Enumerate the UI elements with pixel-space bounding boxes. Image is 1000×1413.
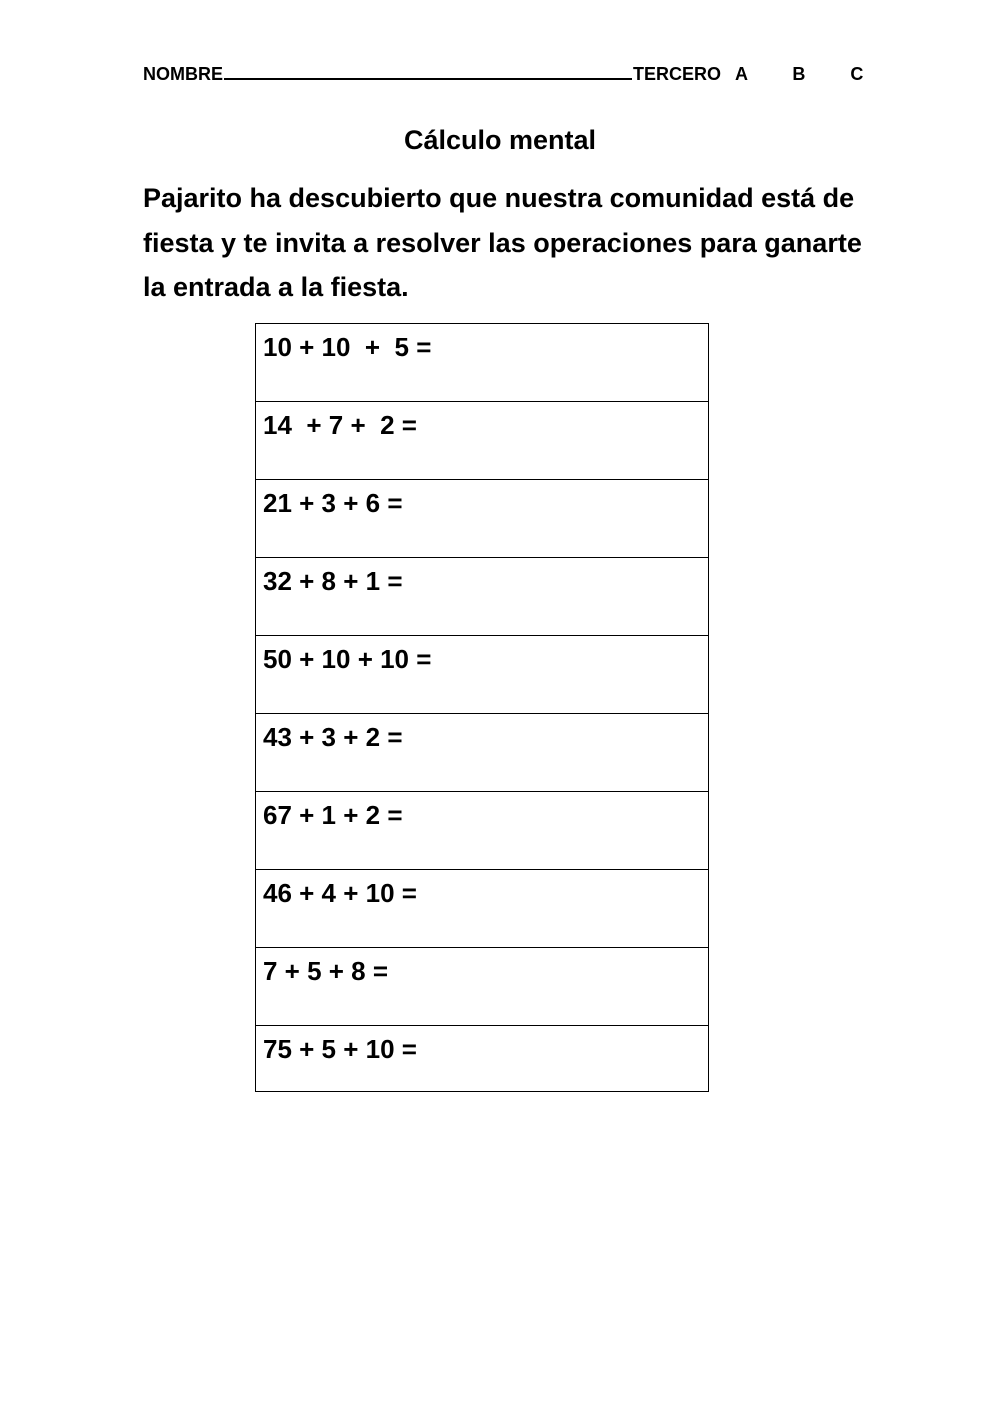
table-row bbox=[256, 870, 709, 948]
grade-options[interactable]: A B C bbox=[735, 64, 864, 84]
operation-cell[interactable]: 46 + 4 + 10 = bbox=[256, 870, 709, 948]
operation-cell[interactable]: 67 + 1 + 2 = bbox=[256, 792, 709, 870]
table-row bbox=[256, 402, 709, 480]
instructions-paragraph: Pajarito ha descubierto que nuestra comunidad está de fiesta y te invita a resolver las operaciones para ganarte la entrada a la fiesta. bbox=[143, 183, 862, 302]
operation-cell[interactable]: 7 + 5 + 8 = bbox=[256, 948, 709, 1026]
operation-cell[interactable]: 43 + 3 + 2 = bbox=[256, 714, 709, 792]
operation-cell[interactable]: 21 + 3 + 6 = bbox=[256, 480, 709, 558]
table-row bbox=[256, 948, 709, 1026]
table-row bbox=[256, 480, 709, 558]
table-row bbox=[256, 324, 709, 402]
header-line bbox=[143, 62, 863, 85]
table-row bbox=[256, 558, 709, 636]
table-row bbox=[256, 714, 709, 792]
grade-label: TERCERO bbox=[633, 64, 722, 84]
table-row bbox=[256, 636, 709, 714]
table-row bbox=[256, 1026, 709, 1092]
operation-cell[interactable]: 32 + 8 + 1 = bbox=[256, 558, 709, 636]
name-label: NOMBRE bbox=[143, 64, 223, 84]
operations-table bbox=[255, 323, 709, 1092]
operation-cell[interactable]: 10 + 10 + 5 = bbox=[256, 324, 709, 402]
table-row bbox=[256, 792, 709, 870]
operation-cell[interactable]: 50 + 10 + 10 = bbox=[256, 636, 709, 714]
operation-cell[interactable]: 75 + 5 + 10 = bbox=[256, 1026, 709, 1092]
page-title: Cálculo mental bbox=[403, 125, 597, 155]
operation-cell[interactable]: 14 + 7 + 2 = bbox=[256, 402, 709, 480]
name-blank-line[interactable] bbox=[224, 62, 632, 80]
